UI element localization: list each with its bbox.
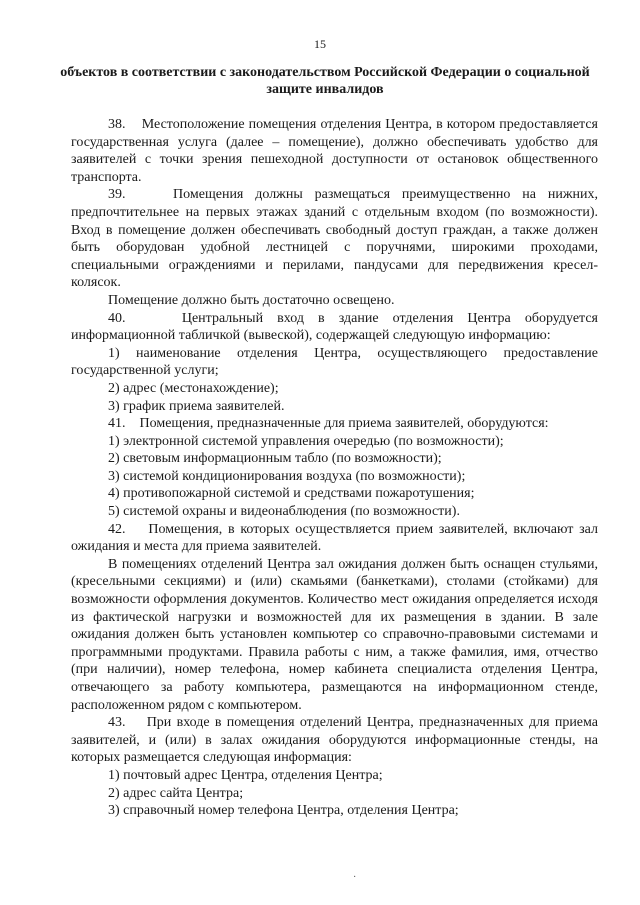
paragraph-waiting-hall: В помещениях отделений Центра зал ожидания должен быть оснащен стульями, (кресельными секциями) и (или) скамьями (банкетками), столами (стойками) для возможности оформления документов. Количество мест ожидания определяется исходя из фактической нагрузки и возможностей для их размещения в здании. В зале ожидания должен быть установлен компьютер со справочно-правовыми системами и программными продуктами. Правила работы с ним, а также фамилия, имя, отчество (при наличии), номер телефона, номер кабинета специалиста отделения Центра, отвечающего за работу компьютера, размещаются на информационном стенде, расположенном рядом с компьютером. (71, 556, 598, 713)
paragraph-38: 38. Местоположение помещения отделения Центра, в котором предоставляется государственная услуга (далее – помещение), должно обеспечивать удобство для заявителей с точки зрения пешеходной доступности от остановок общественного транспорта. (71, 117, 598, 185)
list-item: 1) наименование отделения Центра, осуществляющего предоставление государственной услуги; (71, 345, 598, 379)
paragraph-42: 42. Помещения, в которых осуществляется прием заявителей, включают зал ожидания и места для приема заявителей. (71, 521, 598, 555)
paragraph-43: 43. При входе в помещения отделений Центра, предназначенных для приема заявителей, и (или) в залах ожидания оборудуются информационные стенды, на которых размещается следующая информация: (71, 715, 598, 766)
section-heading: объектов в соответствии с законодательством Российской Федерации о социальной защите инвалидов (60, 65, 590, 97)
document-body (71, 116, 598, 820)
paragraph-lighting: Помещение должно быть достаточно освещено. (108, 292, 395, 308)
page-number: 15 (314, 37, 326, 51)
list-item: 2) световым информационным табло (по возможности); (108, 451, 442, 467)
list-item: 1) почтовый адрес Центра, отделения Центра; (108, 767, 383, 783)
list-item: 3) справочный номер телефона Центра, отделения Центра; (108, 803, 459, 819)
paragraph-41: 41. Помещения, предназначенные для приема заявителей, оборудуются: (108, 416, 549, 432)
list-item: 2) адрес сайта Центра; (108, 785, 244, 801)
scan-speck: · (353, 872, 357, 883)
list-item: 4) противопожарной системой и средствами пожаротушения; (108, 486, 475, 502)
list-item: 5) системой охраны и видеонаблюдения (по возможности). (108, 504, 460, 520)
paragraph-40: 40. Центральный вход в здание отделения Центра оборудуется информационной табличкой (вывеской), содержащей следующую информацию: (71, 310, 598, 344)
list-item: 2) адрес (местонахождение); (108, 380, 279, 396)
paragraph-39: 39. Помещения должны размещаться преимущественно на нижних, предпочтительнее на первых этажах зданий с отдельным входом (по возможности). Вход в помещение должен обеспечивать свободный доступ граждан, а также должен быть оборудован удобной лестницей с поручнями, широкими проходами, специальными ограждениями и перилами, пандусами для передвижения кресел-колясок. (71, 187, 598, 291)
list-item: 3) график приема заявителей. (108, 398, 285, 414)
list-item: 1) электронной системой управления очередью (по возможности); (108, 433, 504, 449)
list-item: 3) системой кондиционирования воздуха (по возможности); (108, 468, 466, 484)
